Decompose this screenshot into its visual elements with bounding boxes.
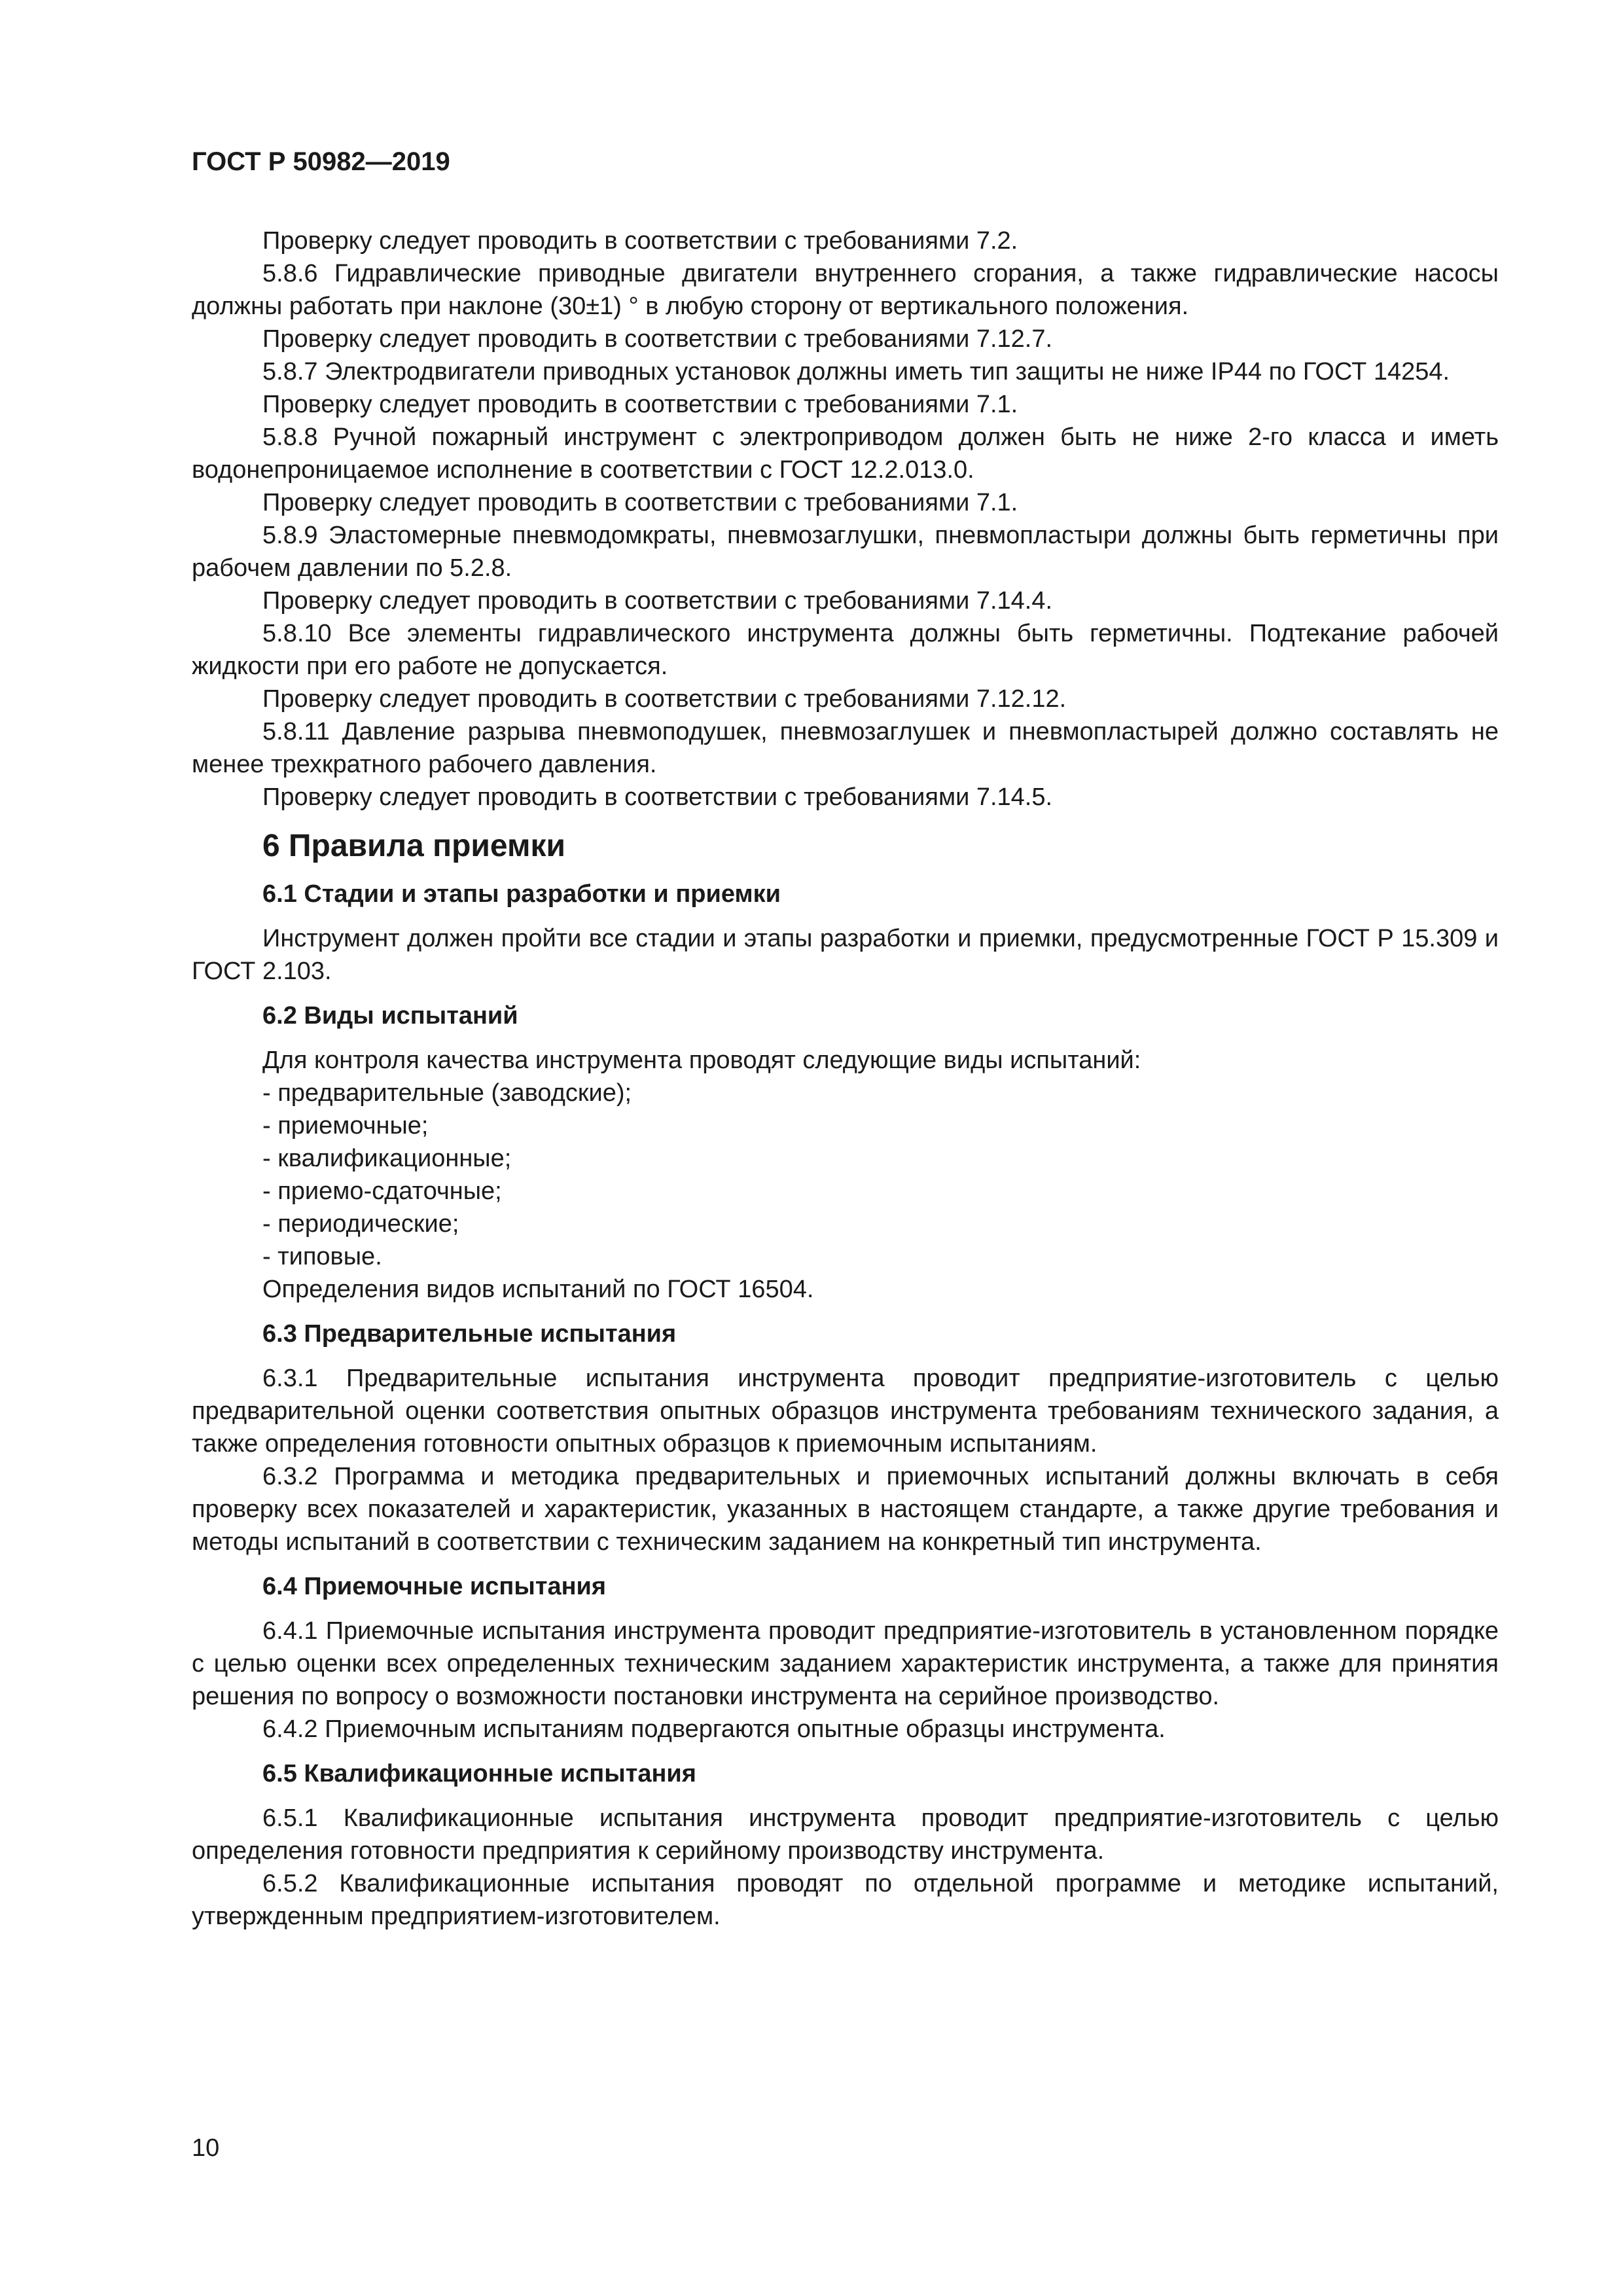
paragraph: Проверку следует проводить в соответствии с требованиями 7.14.4.: [262, 587, 1053, 615]
paragraph: 5.8.10 Все элементы гидравлического инструмента должны быть герметичны. Подтекание рабочей жидкости при его работе не допускается.: [192, 620, 1499, 680]
list-item: - периодические;: [262, 1210, 459, 1238]
paragraph: Проверку следует проводить в соответствии с требованиями 7.1.: [262, 391, 1018, 418]
paragraph: Проверку следует проводить в соответствии с требованиями 7.12.7.: [262, 325, 1053, 353]
page-number: 10: [192, 2134, 220, 2162]
paragraph: 5.8.11 Давление разрыва пневмоподушек, пневмозаглушек и пневмопластырей должно составлять не менее трехкратного рабочего давления.: [192, 718, 1499, 778]
section-6-5-title: 6.5 Квалификационные испытания: [262, 1760, 696, 1787]
section-6-1-title: 6.1 Стадии и этапы разработки и приемки: [262, 880, 781, 908]
list-item: - предварительные (заводские);: [262, 1079, 632, 1107]
document-header: ГОСТ Р 50982—2019: [192, 147, 450, 176]
section-6-2-title: 6.2 Виды испытаний: [262, 1002, 518, 1030]
paragraph: Проверку следует проводить в соответствии с требованиями 7.14.5.: [262, 783, 1053, 811]
list-item: - типовые.: [262, 1243, 382, 1270]
paragraph: Проверку следует проводить в соответствии с требованиями 7.12.12.: [262, 685, 1067, 713]
paragraph: 6.4.2 Приемочным испытаниям подвергаются опытные образцы инструмента.: [262, 1715, 1166, 1743]
list-item: - приемочные;: [262, 1112, 429, 1139]
list-item: - приемо-сдаточные;: [262, 1177, 502, 1205]
paragraph: 6.4.1 Приемочные испытания инструмента проводит предприятие-изготовитель в установленном порядке с целью оценки всех определенных техническим заданием характеристик инструмента, а также для принятия решения по вопросу о возможности постановки инструмента на серийное производство.: [192, 1617, 1499, 1710]
list-item: - квалификационные;: [262, 1145, 512, 1172]
paragraph: Для контроля качества инструмента проводят следующие виды испытаний:: [262, 1047, 1141, 1074]
paragraph: Проверку следует проводить в соответствии с требованиями 7.1.: [262, 489, 1018, 516]
paragraph: Определения видов испытаний по ГОСТ 16504.: [262, 1276, 814, 1303]
paragraph: 5.8.8 Ручной пожарный инструмент с электроприводом должен быть не ниже 2-го класса и иметь водонепроницаемое исполнение в соответствии с ГОСТ 12.2.013.0.: [192, 423, 1499, 484]
paragraph: 5.8.6 Гидравлические приводные двигатели внутреннего сгорания, а также гидравлические насосы должны работать при наклоне (30±1) ° в любую сторону от вертикального положения.: [192, 260, 1499, 320]
paragraph: 6.5.2 Квалификационные испытания проводят по отдельной программе и методике испытаний, утвержденным предприятием-изготовителем.: [192, 1870, 1499, 1930]
paragraph: Инструмент должен пройти все стадии и этапы разработки и приемки, предусмотренные ГОСТ Р 15.309 и ГОСТ 2.103.: [192, 925, 1499, 985]
paragraph: 5.8.9 Эластомерные пневмодомкраты, пневмозаглушки, пневмопластыри должны быть герметичны при рабочем давлении по 5.2.8.: [192, 522, 1499, 582]
section-6-4-title: 6.4 Приемочные испытания: [262, 1573, 607, 1600]
section-6-3-title: 6.3 Предварительные испытания: [262, 1320, 677, 1348]
paragraph: 5.8.7 Электродвигатели приводных установок должны иметь тип защиты не ниже IP44 по ГОСТ 14254.: [262, 358, 1450, 386]
paragraph: 6.3.1 Предварительные испытания инструмента проводит предприятие-изготовитель с целью предварительной оценки соответствия опытных образцов инструмента требованиям технического задания, а также определения готовности опытных образцов к приемочным испытаниям.: [192, 1365, 1499, 1458]
paragraph: 6.3.2 Программа и методика предварительных и приемочных испытаний должны включать в себя проверку всех показателей и характеристик, указанных в настоящем стандарте, а также другие требования и методы испытаний в соответствии с техническим заданием на конкретный тип инструмента.: [192, 1463, 1499, 1556]
paragraph: 6.5.1 Квалификационные испытания инструмента проводит предприятие-изготовитель с целью определения готовности предприятия к серийному производству инструмента.: [192, 1804, 1499, 1865]
section-6-title: 6 Правила приемки: [262, 829, 566, 863]
paragraph: Проверку следует проводить в соответствии с требованиями 7.2.: [262, 227, 1018, 255]
page-content: [192, 224, 1499, 1933]
